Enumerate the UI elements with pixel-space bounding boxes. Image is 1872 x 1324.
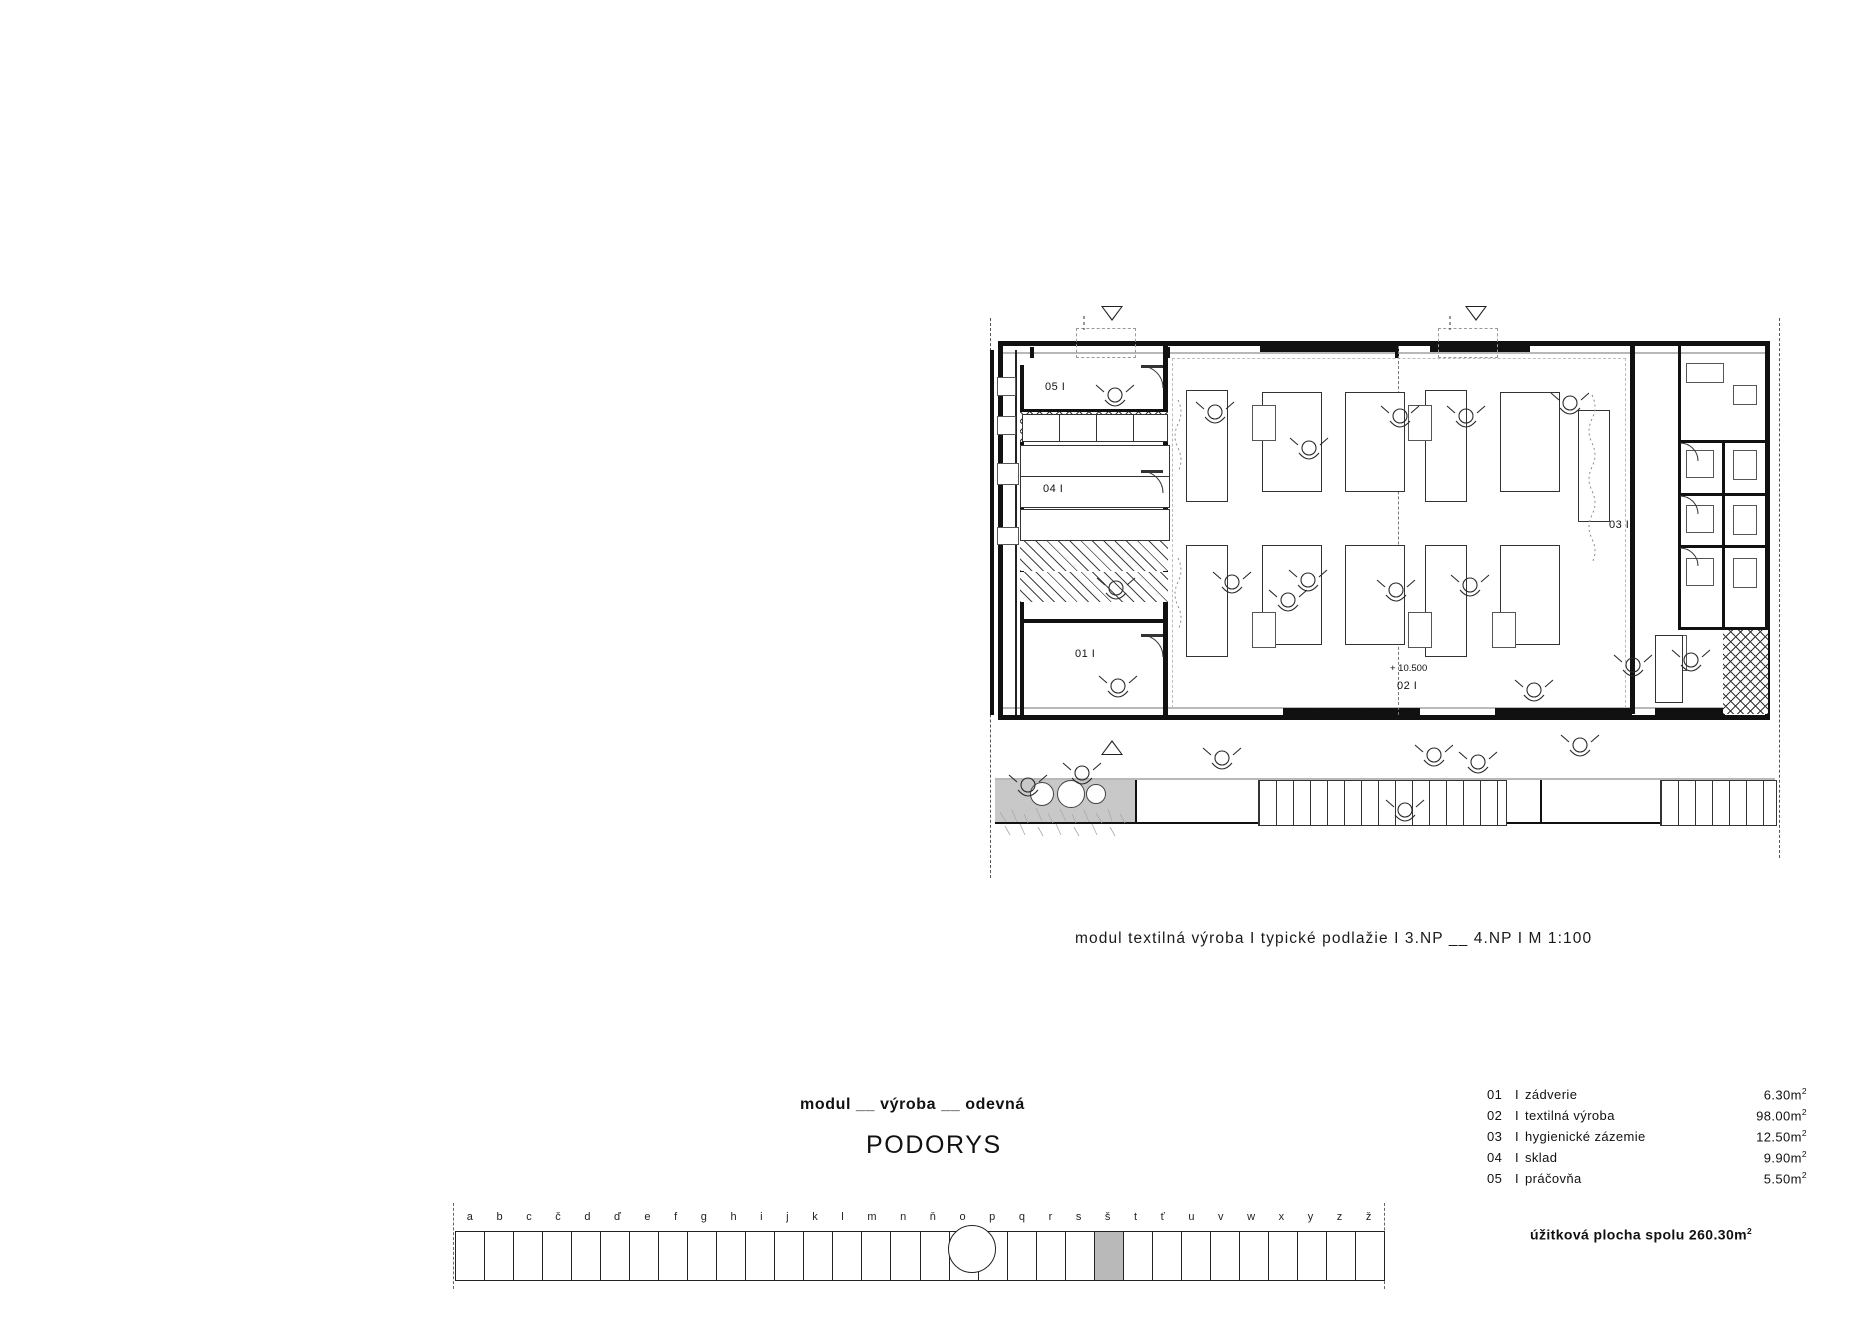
legend-row [1487, 1107, 1807, 1128]
window-sill-bottom-a [1283, 708, 1420, 715]
door-01 [1141, 634, 1163, 637]
module-letter-o: o [959, 1211, 966, 1223]
module-letter-f: f [674, 1211, 678, 1223]
legend-area-value: 12.50m [1756, 1129, 1802, 1145]
module-cell-z[interactable] [1327, 1232, 1356, 1280]
module-letter-č: č [555, 1211, 561, 1223]
legend-number: 03 [1487, 1129, 1503, 1145]
module-letter-ď: ď [614, 1211, 621, 1223]
strip-tick-left [453, 1203, 454, 1289]
module-cell-r[interactable] [1037, 1232, 1066, 1280]
legend-area [1764, 1170, 1807, 1186]
storage-shelf-3 [1020, 541, 1168, 571]
module-letter-m: m [867, 1211, 877, 1223]
module-cell-ď[interactable] [601, 1232, 630, 1280]
module-letter-w: w [1247, 1211, 1256, 1223]
wall-hyg-vert-3 [1722, 440, 1725, 630]
laundry-machine-2 [1059, 414, 1097, 442]
shower-fixture-3 [1686, 558, 1714, 586]
legend-number: 05 [1487, 1171, 1503, 1187]
grid-axis-right [1779, 318, 1780, 858]
legend-separator: I [1514, 1087, 1519, 1103]
legend-area-value: 5.50m [1763, 1171, 1802, 1187]
module-cell-s[interactable] [1066, 1232, 1095, 1280]
legend-area-unit: 2 [1801, 1107, 1807, 1117]
module-letter-p: p [989, 1211, 996, 1223]
module-cell-e[interactable] [630, 1232, 659, 1280]
module-cell-j[interactable] [775, 1232, 804, 1280]
module-subtitle: modul __ výroba __ odevná [800, 1096, 1025, 1113]
laundry-machine-3 [1096, 414, 1134, 442]
level-marker: + 10.500 [1390, 663, 1428, 674]
terrace-edge-right [1540, 780, 1542, 824]
exterior-stair-2 [1660, 780, 1777, 826]
window-sill-bottom-c [1655, 708, 1725, 715]
room-legend [1487, 1086, 1807, 1191]
module-letter-q: q [1018, 1211, 1025, 1223]
module-letter-ž: ž [1365, 1211, 1372, 1223]
strip-circle-marker [948, 1225, 996, 1273]
module-letter-t: t [1133, 1211, 1138, 1223]
legend-area [1756, 1107, 1807, 1123]
module-cell-m[interactable] [862, 1232, 891, 1280]
legend-area-unit: 2 [1801, 1128, 1807, 1138]
wall-annex-part-2 [1020, 619, 1168, 623]
planting-2 [1057, 780, 1085, 808]
module-cell-k[interactable] [804, 1232, 833, 1280]
module-cell-v[interactable] [1211, 1232, 1240, 1280]
module-letter-h: h [730, 1211, 737, 1223]
module-letter-j: j [786, 1211, 789, 1223]
section-marker-a-top-inner [1103, 307, 1121, 319]
legend-area [1764, 1086, 1807, 1102]
skylight-a [1076, 328, 1136, 358]
shower-fixture-2 [1686, 505, 1714, 533]
page-title: PODORYS [866, 1131, 1002, 1159]
room-tag-02: 02 I [1397, 680, 1418, 692]
service-shaft-hatch [1723, 630, 1768, 714]
module-cell-d[interactable] [572, 1232, 601, 1280]
module-cell-x[interactable] [1269, 1232, 1298, 1280]
room-tag-01: 01 I [1075, 648, 1096, 660]
legend-separator: I [1514, 1150, 1519, 1166]
module-letter-e: e [644, 1211, 651, 1223]
fixture-sink-top [997, 377, 1016, 396]
planting-3 [1086, 784, 1106, 804]
total-area-label [1530, 1226, 1752, 1243]
module-letter-k: k [812, 1211, 818, 1223]
legend-area-value: 98.00m [1756, 1108, 1802, 1124]
module-cell-u[interactable] [1182, 1232, 1211, 1280]
module-letter-y: y [1307, 1211, 1314, 1223]
module-cell-l[interactable] [833, 1232, 862, 1280]
room-tag-05: 05 I [1045, 381, 1066, 393]
module-letter-ť: ť [1160, 1211, 1165, 1223]
section-marker-b-top-inner [1467, 307, 1485, 319]
legend-name: práčovňa [1525, 1171, 1582, 1187]
module-cell-c[interactable] [514, 1232, 543, 1280]
legend-name: sklad [1525, 1150, 1558, 1166]
kitchenette-top [1686, 363, 1724, 383]
legend-area [1756, 1128, 1807, 1144]
storage-shelf-5 [1020, 509, 1170, 541]
module-letter-g: g [700, 1211, 707, 1223]
module-letter-i: i [760, 1211, 763, 1223]
module-cell-w[interactable] [1240, 1232, 1269, 1280]
counter-top-right [1733, 385, 1757, 405]
legend-area-value: 9.90m [1763, 1150, 1802, 1166]
window-sill-bottom-b [1495, 708, 1632, 715]
legend-separator: I [1514, 1129, 1519, 1145]
legend-name: zádverie [1525, 1087, 1578, 1103]
legend-row [1487, 1086, 1807, 1107]
module-cell-g[interactable] [688, 1232, 717, 1280]
module-cell-t[interactable] [1124, 1232, 1153, 1280]
module-letter-v: v [1218, 1211, 1224, 1223]
shower-fixture-1 [1686, 450, 1714, 478]
planting-1 [1030, 782, 1054, 806]
module-letter-š: š [1104, 1211, 1111, 1223]
module-letter-x: x [1278, 1211, 1285, 1223]
fixture-stove [997, 463, 1019, 485]
module-cell-b[interactable] [485, 1232, 514, 1280]
wall-top-outer-right [1633, 341, 1770, 346]
module-cell-č[interactable] [543, 1232, 572, 1280]
module-letter-u: u [1188, 1211, 1195, 1223]
module-cell-š[interactable] [1095, 1232, 1124, 1280]
storage-shelf-4 [1020, 572, 1168, 602]
module-letter-b: b [496, 1211, 503, 1223]
legend-area-unit: 2 [1801, 1170, 1807, 1180]
module-letter-a: a [466, 1211, 473, 1223]
legend-separator: I [1514, 1108, 1519, 1124]
module-cell-a[interactable] [456, 1232, 485, 1280]
module-cell-h[interactable] [717, 1232, 746, 1280]
legend-name: hygienické zázemie [1525, 1129, 1646, 1145]
fixture-box-2 [997, 416, 1016, 435]
module-letter-d: d [584, 1211, 591, 1223]
room-tag-04: 04 I [1043, 483, 1064, 495]
wall-bottom-outer [998, 715, 1770, 720]
legend-number: 01 [1487, 1087, 1503, 1103]
module-letter-l: l [841, 1211, 844, 1223]
legend-name: textilná výroba [1525, 1108, 1615, 1124]
section-marker-a-bottom-inner [1103, 742, 1121, 754]
wall-hyg-vert-2 [1678, 440, 1681, 630]
total-area-unit: 2 [1747, 1226, 1753, 1236]
module-cell-ň[interactable] [921, 1232, 950, 1280]
wall-hall-right [1630, 346, 1635, 714]
module-cell-f[interactable] [659, 1232, 688, 1280]
window-sill-top-a [1260, 345, 1398, 352]
fixture-sink-mid [997, 527, 1019, 545]
legend-number: 04 [1487, 1150, 1503, 1166]
module-strip-cells[interactable] [455, 1231, 1385, 1281]
skylight-b [1438, 328, 1498, 358]
terrace-edge-left [1135, 780, 1137, 824]
exterior-stair-1 [1258, 780, 1507, 826]
legend-row [1487, 1170, 1807, 1191]
door-05 [1141, 365, 1163, 368]
laundry-machine-1 [1022, 414, 1060, 442]
module-letter-r: r [1048, 1211, 1053, 1223]
locker-block [1655, 635, 1683, 703]
plan-caption: modul textilná výroba I typické podlažie I 3.NP __ 4.NP I M 1:100 [1075, 930, 1593, 947]
legend-area [1764, 1149, 1807, 1165]
module-cell-q[interactable] [1008, 1232, 1037, 1280]
module-letter-s: s [1075, 1211, 1082, 1223]
door-04 [1141, 470, 1163, 473]
legend-area-value: 6.30m [1763, 1087, 1802, 1103]
wc-fixture-1 [1733, 450, 1757, 480]
wc-fixture-3 [1733, 558, 1757, 588]
module-cell-ž[interactable] [1356, 1232, 1384, 1280]
module-strip-letters [455, 1211, 1383, 1227]
legend-number: 02 [1487, 1108, 1503, 1124]
total-area-text: úžitková plocha spolu 260.30m [1530, 1226, 1747, 1243]
legend-area-unit: 2 [1801, 1086, 1807, 1096]
wc-fixture-2 [1733, 505, 1757, 535]
module-letter-ň: ň [929, 1211, 936, 1223]
legend-row [1487, 1149, 1807, 1170]
module-letter-z: z [1336, 1211, 1343, 1223]
window-top-1 [1030, 347, 1034, 358]
legend-separator: I [1514, 1171, 1519, 1187]
annex-left-wall [990, 350, 994, 715]
legend-row [1487, 1128, 1807, 1149]
module-letter-n: n [900, 1211, 907, 1223]
room-tag-03: 03 I [1609, 519, 1630, 531]
module-cell-n[interactable] [891, 1232, 920, 1280]
module-cell-ť[interactable] [1153, 1232, 1182, 1280]
module-letter-c: c [526, 1211, 532, 1223]
laundry-machine-4 [1133, 414, 1168, 442]
legend-area-unit: 2 [1801, 1149, 1807, 1159]
module-cell-y[interactable] [1298, 1232, 1327, 1280]
hall-dashed-zone [1172, 358, 1626, 708]
module-cell-i[interactable] [746, 1232, 775, 1280]
